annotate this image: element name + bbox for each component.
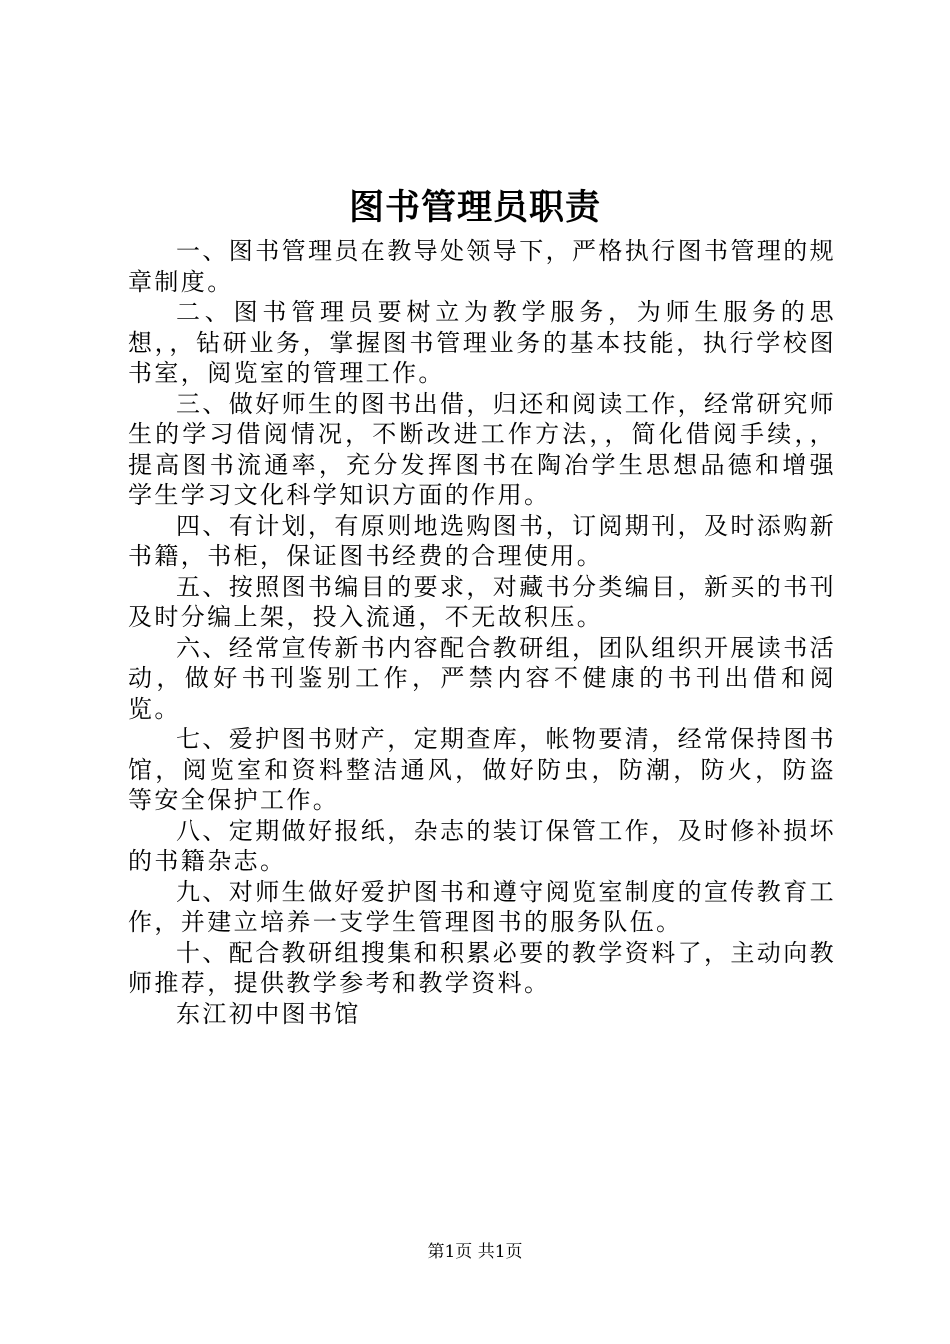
paragraph-1: 一、图书管理员在教导处领导下，严格执行图书管理的规章制度。 (128, 237, 836, 296)
signature-line: 东江初中图书馆 (176, 999, 361, 1028)
paragraph-5: 五、按照图书编目的要求，对藏书分类编目，新买的书刊及时分编上架，投入流通，不无故积压。 (128, 572, 836, 631)
paragraph-9: 九、对师生做好爱护图书和遵守阅览室制度的宣传教育工作，并建立培养一支学生管理图书的服务队伍。 (128, 877, 836, 936)
page-footer: 第1页 共1页 (427, 1242, 523, 1262)
paragraph-2: 二、图书管理员要树立为教学服务，为师生服务的思想，，钻研业务，掌握图书管理业务的基本技能，执行学校图书室，阅览室的管理工作。 (128, 298, 836, 387)
paragraph-3: 三、做好师生的图书出借，归还和阅读工作，经常研究师生的学习借阅情况，不断改进工作方法，，简化借阅手续，，提高图书流通率，充分发挥图书在陶冶学生思想品德和增强学生学习文化科学知识方面的作用。 (128, 389, 836, 509)
paragraph-6: 六、经常宣传新书内容配合教研组，团队组织开展读书活动，做好书刊鉴别工作，严禁内容不健康的书刊出借和阅览。 (128, 633, 836, 723)
document-title: 图书管理员职责 (348, 187, 601, 228)
paragraph-8: 八、定期做好报纸，杂志的装订保管工作，及时修补损坏的书籍杂志。 (128, 816, 836, 875)
paragraph-4: 四、有计划，有原则地选购图书，订阅期刊，及时添购新书籍，书柜，保证图书经费的合理使用。 (128, 511, 836, 570)
paragraph-10: 十、配合教研组搜集和积累必要的教学资料了，主动向教师推荐，提供教学参考和教学资料。 (128, 938, 836, 997)
document-body (128, 236, 836, 1029)
paragraph-7: 七、爱护图书财产，定期查库，帐物要清，经常保持图书馆，阅览室和资料整洁通风，做好防虫，防潮，防火，防盗等安全保护工作。 (128, 725, 836, 814)
